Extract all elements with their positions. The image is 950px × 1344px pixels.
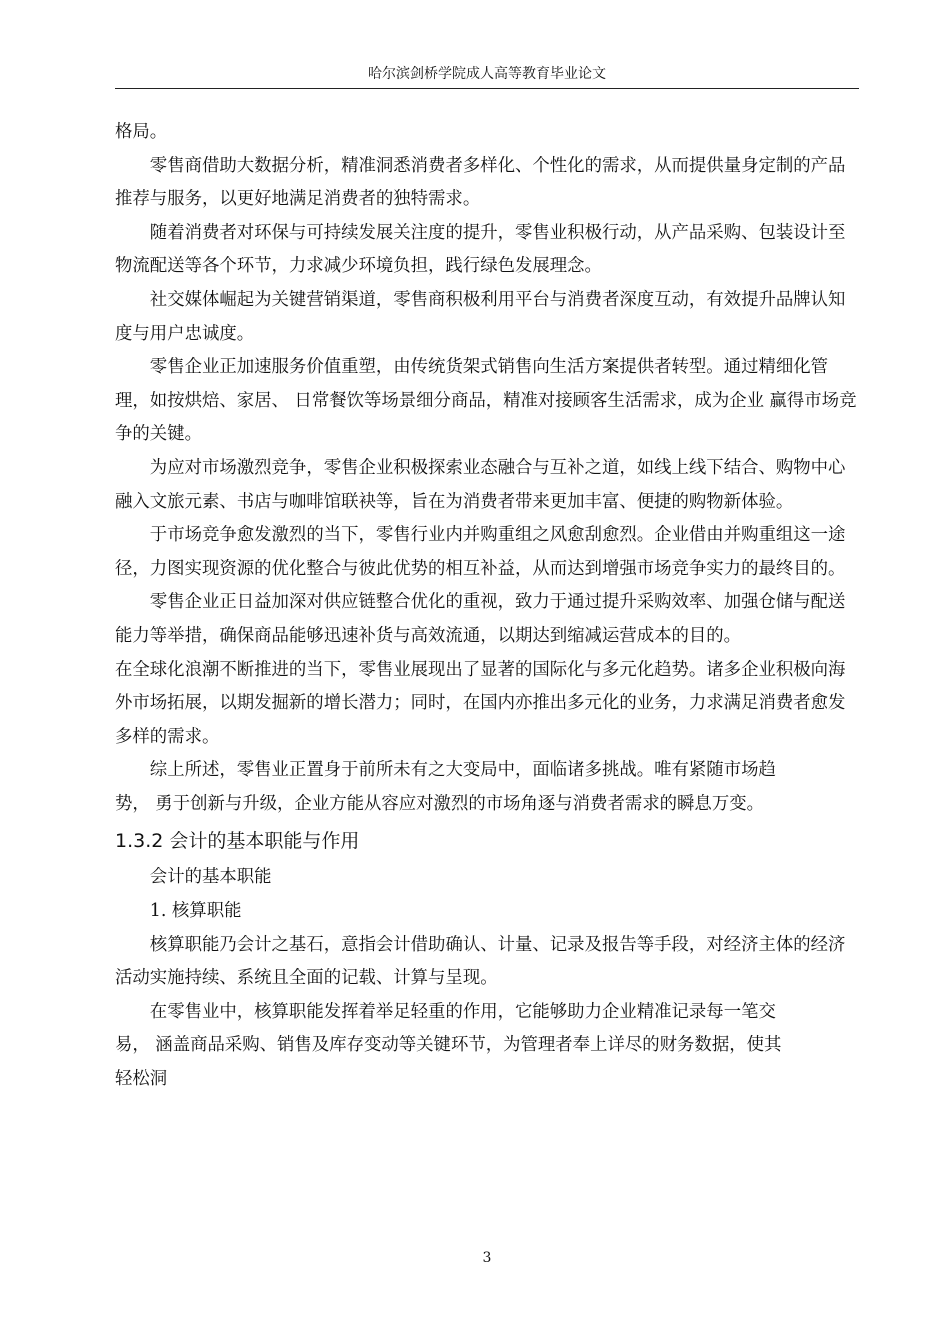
paragraph: 零售企业正加速服务价值重塑，由传统货架式销售向生活方案提供者转型。通过精细化管理，如按烘焙、家居、 日常餐饮等场景细分商品，精准对接顾客生活需求，成为企业 赢得市场竞争的关键。 [115,357,857,445]
paragraph: 于市场竞争愈发激烈的当下，零售行业内并购重组之风愈刮愈烈。企业借由并购重组这一途径，力图实现资源的优化整合与彼此优势的相互补益，从而达到增强市场竞争实力的最终目的。 [115,525,846,579]
paragraph: 零售商借助大数据分析，精准洞悉消费者多样化、个性化的需求，从而提供量身定制的产品推荐与服务，以更好地满足消费者的独特需求。 [115,155,846,210]
paragraph: 在全球化浪潮不断推进的当下，零售业展现出了显著的国际化与多元化趋势。诸多企业积极向海外市场拓展，以期发掘新的增长潜力；同时，在国内亦推出多元化的业务，力求满足消费者愈发多样的需求。 [115,659,846,747]
paragraph: 随着消费者对环保与可持续发展关注度的提升，零售业积极行动，从产品采购、包装设计至物流配送等各个环节，力求减少环境负担，践行绿色发展理念。 [115,222,846,277]
header-divider [115,88,859,89]
paragraph: 零售企业正日益加深对供应链整合优化的重视，致力于通过提升采购效率、加强仓储与配送能力等举措，确保商品能够迅速补货与高效流通，以期达到缩减运营成本的目的。 [115,592,846,646]
paragraph: 为应对市场激烈竞争，零售企业积极探索业态融合与互补之道，如线上线下结合、购物中心融入文旅元素、书店与咖啡馆联袂等，旨在为消费者带来更加丰富、便捷的购物新体验。 [115,457,846,512]
subheading-numbered: 1. 核算职能 [149,901,242,922]
paragraph-line: 在零售业中，核算职能发挥着举足轻重的作用，它能够助力企业精准记录每一笔交 [149,1001,776,1022]
paragraph-line: 易， 涵盖商品采购、销售及库存变动等关键环节，为管理者奉上详尽的财务数据，使其 [115,1035,782,1056]
paragraph: 核算职能乃会计之基石，意指会计借助确认、计量、记录及报告等手段，对经济主体的经济活动实施持续、系统且全面的记载、计算与呈现。 [115,934,846,989]
paragraph: 社交媒体崛起为关键营销渠道，零售商积极利用平台与消费者深度互动，有效提升品牌认知度与用户忠诚度。 [115,289,846,344]
subheading: 会计的基本职能 [149,867,272,888]
document-body [115,116,859,1097]
page-header: 哈尔滨剑桥学院成人高等教育毕业论文 [368,66,606,82]
paragraph-line: 势， 勇于创新与升级，企业方能从容应对激烈的市场角逐与消费者需求的瞬息万变。 [115,793,764,814]
section-heading: 1.3.2 会计的基本职能与作用 [115,830,360,853]
paragraph: 格局。 [115,122,168,142]
page-number: 3 [482,1250,492,1266]
paragraph-line: 轻松洞 [115,1069,168,1090]
paragraph-line: 综上所述，零售业正置身于前所未有之大变局中，面临诸多挑战。唯有紧随市场趋 [149,760,776,781]
